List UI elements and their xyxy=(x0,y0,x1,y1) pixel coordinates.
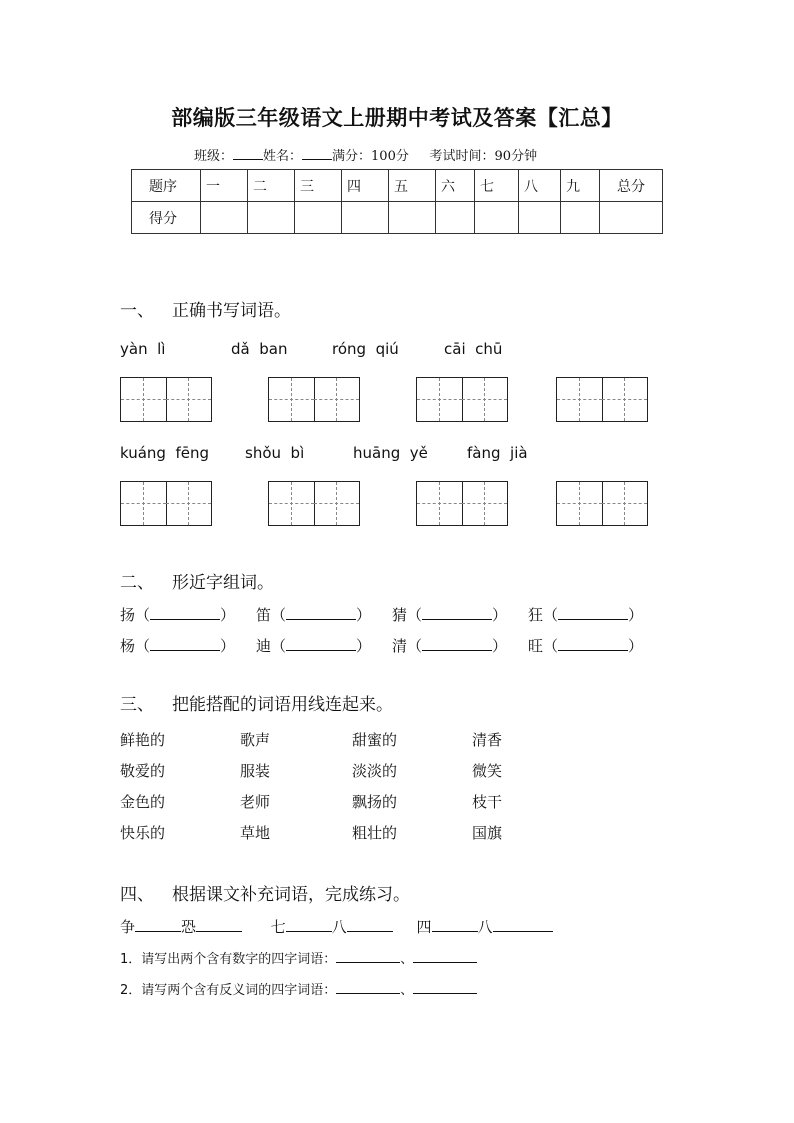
section-number: 三、 xyxy=(120,695,154,715)
score-cell[interactable] xyxy=(436,202,475,234)
score-row-label: 得分 xyxy=(132,202,201,234)
answer-blank[interactable] xyxy=(336,979,400,994)
pinyin-label: fàng jià xyxy=(467,444,528,462)
score-cell[interactable] xyxy=(561,202,600,234)
score-cell[interactable] xyxy=(389,202,436,234)
section-number: 四、 xyxy=(120,885,154,905)
answer-blank[interactable] xyxy=(558,636,628,651)
answer-blank[interactable] xyxy=(432,917,478,932)
answer-blank[interactable] xyxy=(347,917,393,932)
char-pair-item: 笛（ ） xyxy=(256,606,372,624)
score-cell[interactable] xyxy=(519,202,561,234)
match-word[interactable]: 枝干 xyxy=(472,793,503,811)
match-word[interactable]: 鲜艳的 xyxy=(120,731,166,749)
match-word[interactable]: 粗壮的 xyxy=(352,824,398,842)
match-word[interactable]: 草地 xyxy=(240,824,271,842)
writing-grid[interactable] xyxy=(268,377,360,422)
score-cell[interactable] xyxy=(248,202,295,234)
score-header-cell: 七 xyxy=(475,170,519,202)
page-title: 部编版三年级语文上册期中考试及答案【汇总】 xyxy=(171,106,623,130)
score-cell[interactable] xyxy=(600,202,663,234)
score-cell[interactable] xyxy=(475,202,519,234)
time-label: 考试时间：90分钟 xyxy=(429,149,538,164)
match-word[interactable]: 快乐的 xyxy=(120,824,166,842)
pinyin-label: dǎ ban xyxy=(231,340,288,358)
score-header-cell: 九 xyxy=(561,170,600,202)
writing-grid[interactable] xyxy=(556,481,648,526)
pinyin-label: huāng yě xyxy=(353,444,428,462)
match-word[interactable]: 敬爱的 xyxy=(120,762,166,780)
exam-info xyxy=(194,145,537,164)
answer-blank[interactable] xyxy=(135,917,181,932)
full-score-label: 满分：100分 xyxy=(332,149,409,164)
score-header-cell: 六 xyxy=(436,170,475,202)
char-pair-item: 迪（ ） xyxy=(256,637,372,655)
match-word[interactable]: 飘扬的 xyxy=(352,793,398,811)
score-header-cell: 一 xyxy=(201,170,248,202)
writing-grid[interactable] xyxy=(120,377,212,422)
answer-blank[interactable] xyxy=(196,917,242,932)
answer-blank[interactable] xyxy=(286,636,356,651)
section-number: 一、 xyxy=(120,301,154,321)
answer-blank[interactable] xyxy=(286,917,332,932)
pinyin-label: yàn lì xyxy=(120,340,166,358)
answer-blank[interactable] xyxy=(422,636,492,651)
answer-blank[interactable] xyxy=(413,948,477,963)
writing-grid[interactable] xyxy=(416,481,508,526)
name-blank[interactable] xyxy=(302,147,332,160)
pinyin-label: kuáng fēng xyxy=(120,444,210,462)
answer-blank[interactable] xyxy=(150,636,220,651)
match-word[interactable]: 老师 xyxy=(240,793,271,811)
section-2-heading xyxy=(120,568,274,593)
idiom-fill-line: 争 恐 七 八 四 八 xyxy=(120,916,553,937)
section-number: 二、 xyxy=(120,573,154,593)
score-header-cell: 题序 xyxy=(132,170,201,202)
pinyin-label: shǒu bì xyxy=(245,444,305,462)
section-title: 把能搭配的词语用线连起来。 xyxy=(172,695,393,715)
answer-blank[interactable] xyxy=(286,605,356,620)
char-pair-item: 杨（ ） xyxy=(120,637,236,655)
section-1-heading xyxy=(120,296,291,321)
answer-blank[interactable] xyxy=(422,605,492,620)
score-table-score-row xyxy=(132,202,663,234)
name-label: 姓名： xyxy=(263,149,303,164)
match-word[interactable]: 歌声 xyxy=(240,731,271,749)
question-2: 2．请写两个含有反义词的四字词语： 、 xyxy=(120,979,477,998)
answer-blank[interactable] xyxy=(336,948,400,963)
class-blank[interactable] xyxy=(233,147,263,160)
match-word[interactable]: 服装 xyxy=(240,762,271,780)
score-header-cell: 四 xyxy=(342,170,389,202)
char-pair-item: 猜（ ） xyxy=(392,606,508,624)
match-word[interactable]: 国旗 xyxy=(472,824,503,842)
score-header-cell: 八 xyxy=(519,170,561,202)
score-table-header-row xyxy=(132,170,663,202)
answer-blank[interactable] xyxy=(558,605,628,620)
section-title: 正确书写词语。 xyxy=(172,301,291,321)
writing-grid[interactable] xyxy=(556,377,648,422)
score-cell[interactable] xyxy=(201,202,248,234)
score-header-cell: 五 xyxy=(389,170,436,202)
char-pair-item: 扬（ ） xyxy=(120,606,236,624)
match-word[interactable]: 甜蜜的 xyxy=(352,731,398,749)
section-title: 根据课文补充词语，完成练习。 xyxy=(172,885,410,905)
writing-grid[interactable] xyxy=(120,481,212,526)
section-3-heading xyxy=(120,690,393,715)
char-pair-item: 旺（ ） xyxy=(528,637,644,655)
section-4-heading xyxy=(120,880,410,905)
score-header-cell: 三 xyxy=(295,170,342,202)
writing-grid[interactable] xyxy=(416,377,508,422)
char-pair-item: 狂（ ） xyxy=(528,606,644,624)
match-word[interactable]: 微笑 xyxy=(472,762,503,780)
writing-grid[interactable] xyxy=(268,481,360,526)
score-table xyxy=(131,169,663,234)
question-1: 1．请写出两个含有数字的四字词语： 、 xyxy=(120,948,477,967)
answer-blank[interactable] xyxy=(150,605,220,620)
score-cell[interactable] xyxy=(295,202,342,234)
answer-blank[interactable] xyxy=(413,979,477,994)
match-word[interactable]: 清香 xyxy=(472,731,503,749)
class-label: 班级： xyxy=(194,149,234,164)
pinyin-label: cāi chū xyxy=(444,340,503,358)
score-header-cell: 总分 xyxy=(600,170,663,202)
pinyin-label: róng qiú xyxy=(332,340,399,358)
match-word[interactable]: 金色的 xyxy=(120,793,166,811)
char-pair-item: 清（ ） xyxy=(392,637,508,655)
match-word[interactable]: 淡淡的 xyxy=(352,762,398,780)
answer-blank[interactable] xyxy=(493,917,553,932)
score-header-cell: 二 xyxy=(248,170,295,202)
section-title: 形近字组词。 xyxy=(172,573,274,593)
score-cell[interactable] xyxy=(342,202,389,234)
